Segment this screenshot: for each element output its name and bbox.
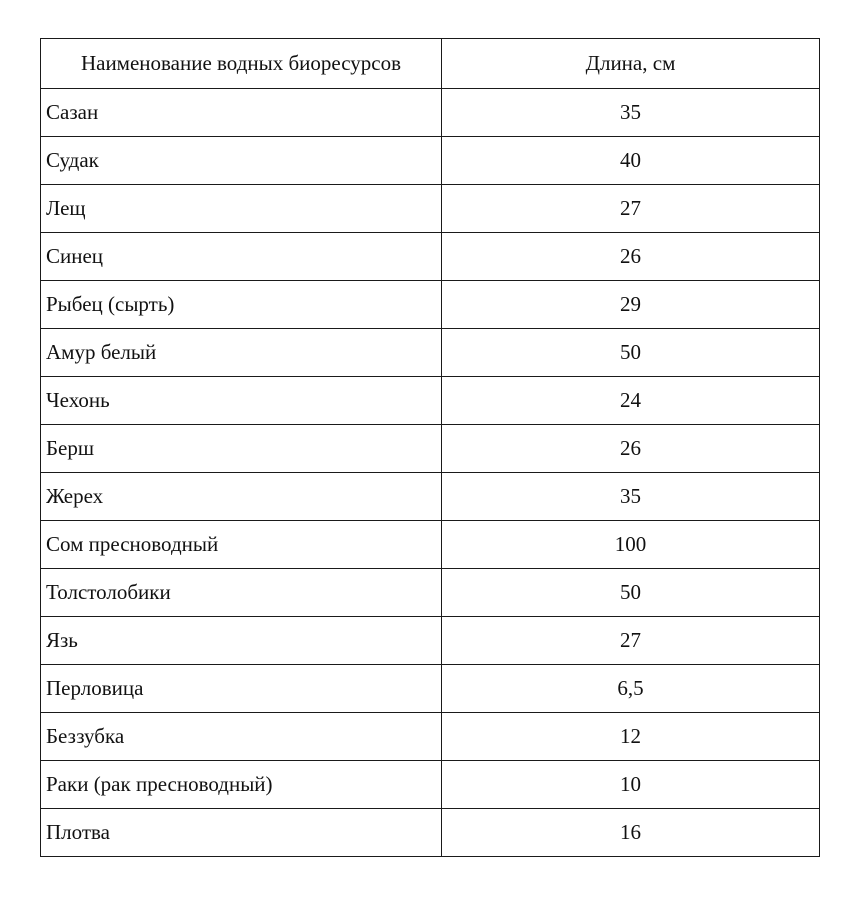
table-row	[41, 713, 820, 761]
resource-name-cell: Сазан	[41, 89, 442, 137]
length-cell: 40	[442, 137, 820, 185]
length-cell: 26	[442, 425, 820, 473]
table-row	[41, 761, 820, 809]
length-cell: 29	[442, 281, 820, 329]
table-row	[41, 377, 820, 425]
length-cell: 35	[442, 473, 820, 521]
resource-name-cell: Плотва	[41, 809, 442, 857]
resource-name-cell: Синец	[41, 233, 442, 281]
table-row	[41, 809, 820, 857]
resource-name-cell: Сом пресноводный	[41, 521, 442, 569]
length-cell: 50	[442, 329, 820, 377]
length-cell: 27	[442, 617, 820, 665]
resource-name-cell: Раки (рак пресноводный)	[41, 761, 442, 809]
length-cell: 16	[442, 809, 820, 857]
table-row	[41, 137, 820, 185]
resource-name-cell: Язь	[41, 617, 442, 665]
resource-name-cell: Толстолобики	[41, 569, 442, 617]
resource-name-cell: Жерех	[41, 473, 442, 521]
header-length: Длина, см	[442, 39, 820, 89]
table-header-row	[41, 39, 820, 89]
length-cell: 6,5	[442, 665, 820, 713]
table-row	[41, 329, 820, 377]
table-row	[41, 569, 820, 617]
length-cell: 12	[442, 713, 820, 761]
table-row	[41, 521, 820, 569]
header-name: Наименование водных биоресурсов	[41, 39, 442, 89]
resource-name-cell: Амур белый	[41, 329, 442, 377]
resource-name-cell: Берш	[41, 425, 442, 473]
length-cell: 27	[442, 185, 820, 233]
length-cell: 26	[442, 233, 820, 281]
table-row	[41, 233, 820, 281]
bioresources-length-table	[40, 38, 820, 857]
length-cell: 24	[442, 377, 820, 425]
table-body	[41, 89, 820, 857]
table-row	[41, 425, 820, 473]
resource-name-cell: Перловица	[41, 665, 442, 713]
resource-name-cell: Чехонь	[41, 377, 442, 425]
table-row	[41, 185, 820, 233]
length-cell: 35	[442, 89, 820, 137]
table-row	[41, 281, 820, 329]
table-row	[41, 89, 820, 137]
table-row	[41, 665, 820, 713]
resource-name-cell: Судак	[41, 137, 442, 185]
length-cell: 50	[442, 569, 820, 617]
length-cell: 10	[442, 761, 820, 809]
resource-name-cell: Рыбец (сырть)	[41, 281, 442, 329]
table-row	[41, 617, 820, 665]
table-row	[41, 473, 820, 521]
length-cell: 100	[442, 521, 820, 569]
resource-name-cell: Беззубка	[41, 713, 442, 761]
resource-name-cell: Лещ	[41, 185, 442, 233]
